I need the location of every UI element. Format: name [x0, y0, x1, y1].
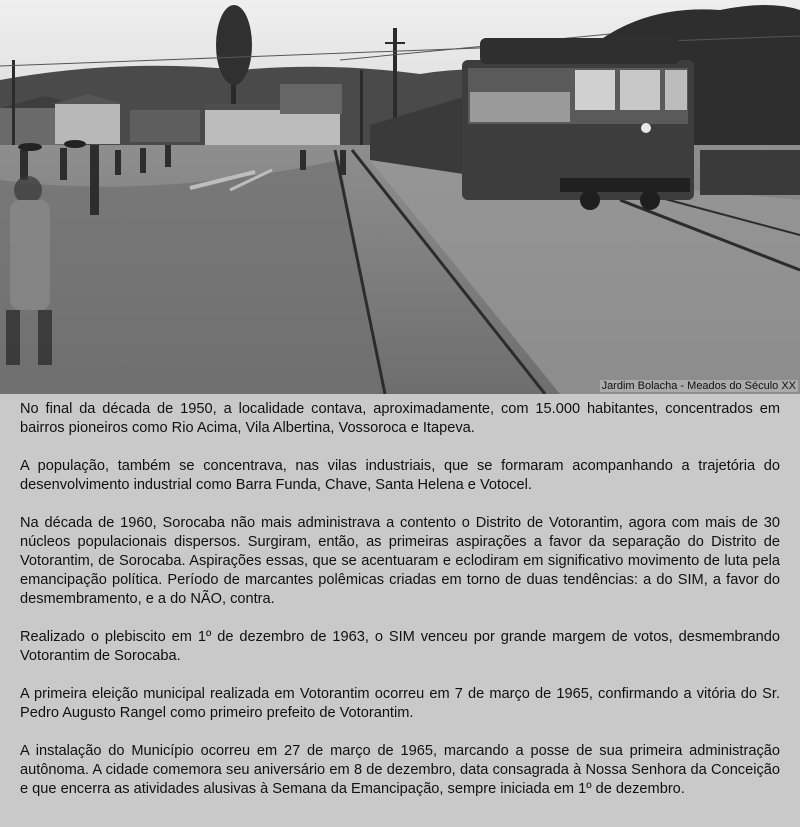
paragraph-6: A instalação do Município ocorreu em 27 de março de 1965, marcando a posse de sua primeira administração autônoma. A cidade comemora seu aniversário em 8 de dezembro, data consagrada à Nossa Senhora da Conceição e que encerra as atividades alusivas à Semana da Emancipação, sempre iniciada em 1º de dezembro.: [20, 743, 780, 797]
paragraph-5: A primeira eleição municipal realizada em Votorantim ocorreu em 7 de março de 1965, confirmando a vitória do Sr. Pedro Augusto Rangel como primeiro prefeito de Votorantim.: [20, 686, 780, 721]
tall-tree: [216, 5, 252, 85]
wood-pile: [700, 150, 800, 195]
photo-caption: Jardim Bolacha - Meados do Século XX: [601, 380, 796, 392]
paragraph-1: No final da década de 1950, a localidade contava, aproximadamente, com 15.000 habitantes, concentrados em bairros pioneiros como Rio Acima, Vila Albertina, Vossoroca e Itapeva.: [20, 401, 780, 436]
building-tall: [280, 84, 342, 114]
historic-photo: [0, 0, 800, 394]
paragraph-3: Na década de 1960, Sorocaba não mais administrava a contento o Distrito de Votorantim, agora com mais de 30 núcleos populacionais dispersos. Surgiram, então, as primeiras aspirações a favor da separação do Distrito de Votorantim, de Sorocaba. Aspirações essas, que se acentuaram e eclodiram em significativo movimento de luta pela emancipação política. Período de marcantes polêmicas criadas em torno de duas tendências: a do SIM, a favor do desmembramento, e a do NÃO, contra.: [20, 515, 780, 607]
building-left-2: [55, 104, 120, 144]
history-text: [0, 394, 800, 799]
paragraph-4: Realizado o plebiscito em 1º de dezembro de 1963, o SIM venceu por grande margem de votos, desmembrando Votorantim de Sorocaba.: [20, 629, 780, 664]
paragraph-2: A população, também se concentrava, nas vilas industriais, que se formaram acompanhando a trajetória do desenvolvimento industrial como Barra Funda, Chave, Santa Helena e Votocel.: [20, 458, 780, 493]
tram-street-scene: [0, 0, 800, 394]
